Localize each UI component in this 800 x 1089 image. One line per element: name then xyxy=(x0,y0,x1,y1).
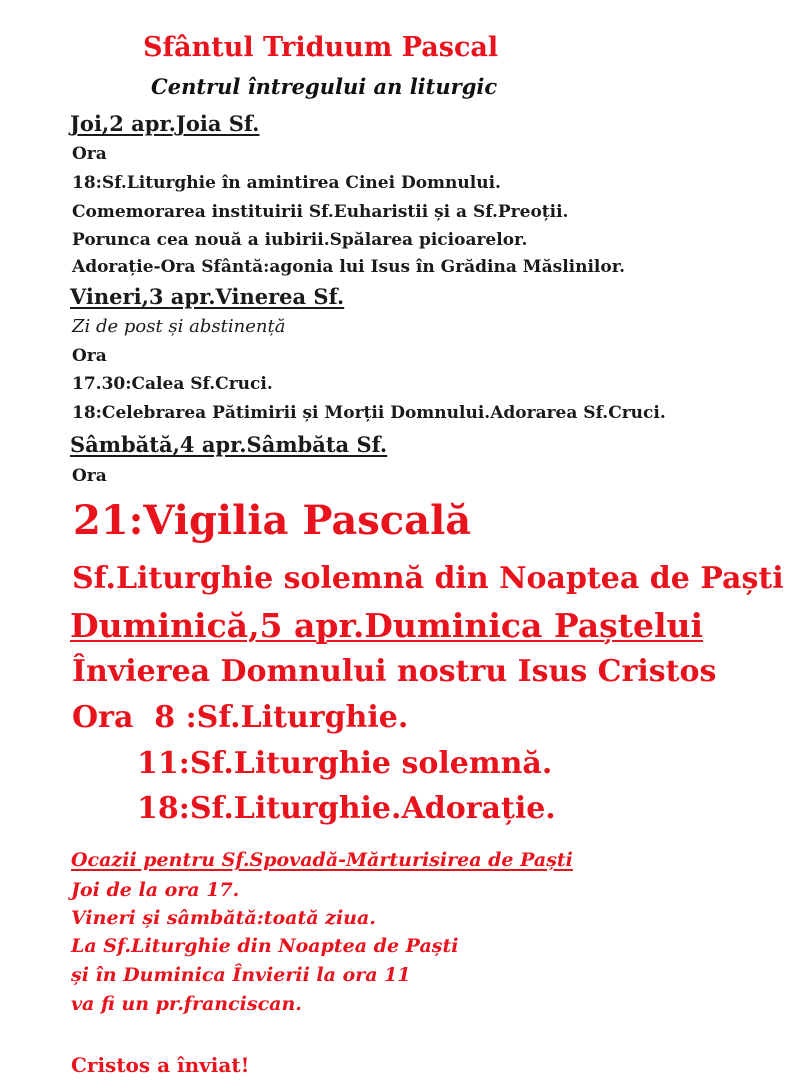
thursday-line: Comemorarea instituirii Sf.Euharistii și a Sf.Preoții. xyxy=(72,202,569,222)
page-subtitle: Centrul întregului an liturgic xyxy=(151,74,498,99)
friday-line: 18:Celebrarea Pătimirii și Morții Domnului.Adorarea Sf.Cruci. xyxy=(72,403,666,423)
closing-greeting: Cristos a înviat! xyxy=(71,1053,250,1077)
thursday-line: Porunca cea nouă a iubirii.Spălarea picioarelor. xyxy=(72,230,528,250)
vigil-heading: 21:Vigilia Pascală xyxy=(73,497,472,544)
sunday-heading: Duminică,5 apr.Duminica Paștelui xyxy=(70,606,704,645)
confession-line: și în Duminica Învierii la ora 11 xyxy=(71,964,411,986)
friday-heading: Vineri,3 apr.Vinerea Sf. xyxy=(70,284,345,309)
sunday-subtitle: Învierea Domnului nostru Isus Cristos xyxy=(72,654,717,689)
vigil-subtitle: Sf.Liturghie solemnă din Noaptea de Paști xyxy=(72,561,784,596)
sunday-time: 11:Sf.Liturghie solemnă. xyxy=(137,746,553,781)
friday-line: 17.30:Calea Sf.Cruci. xyxy=(72,374,273,394)
thursday-line: 18:Sf.Liturghie în amintirea Cinei Domnului. xyxy=(72,173,501,193)
thursday-line: Adorație-Ora Sfântă:agonia lui Isus în Grădina Măslinilor. xyxy=(72,257,626,277)
confession-heading: Ocazii pentru Sf.Spovadă-Mărturisirea de Paști xyxy=(71,849,573,871)
friday-ora: Ora xyxy=(72,346,107,366)
saturday-ora: Ora xyxy=(72,466,107,486)
friday-note: Zi de post și abstinență xyxy=(72,316,286,337)
confession-line: Joi de la ora 17. xyxy=(71,879,240,901)
confession-line: va fi un pr.franciscan. xyxy=(71,993,302,1015)
confession-line: Vineri și sâmbătă:toată ziua. xyxy=(71,907,376,929)
thursday-heading: Joi,2 apr.Joia Sf. xyxy=(70,111,260,136)
thursday-ora: Ora xyxy=(72,144,107,164)
saturday-heading: Sâmbătă,4 apr.Sâmbăta Sf. xyxy=(70,432,388,457)
sunday-time: 18:Sf.Liturghie.Adorație. xyxy=(137,791,556,826)
sunday-time: Ora 8 :Sf.Liturghie. xyxy=(72,700,409,735)
page-title: Sfântul Triduum Pascal xyxy=(143,32,499,63)
confession-line: La Sf.Liturghie din Noaptea de Paști xyxy=(71,935,459,957)
